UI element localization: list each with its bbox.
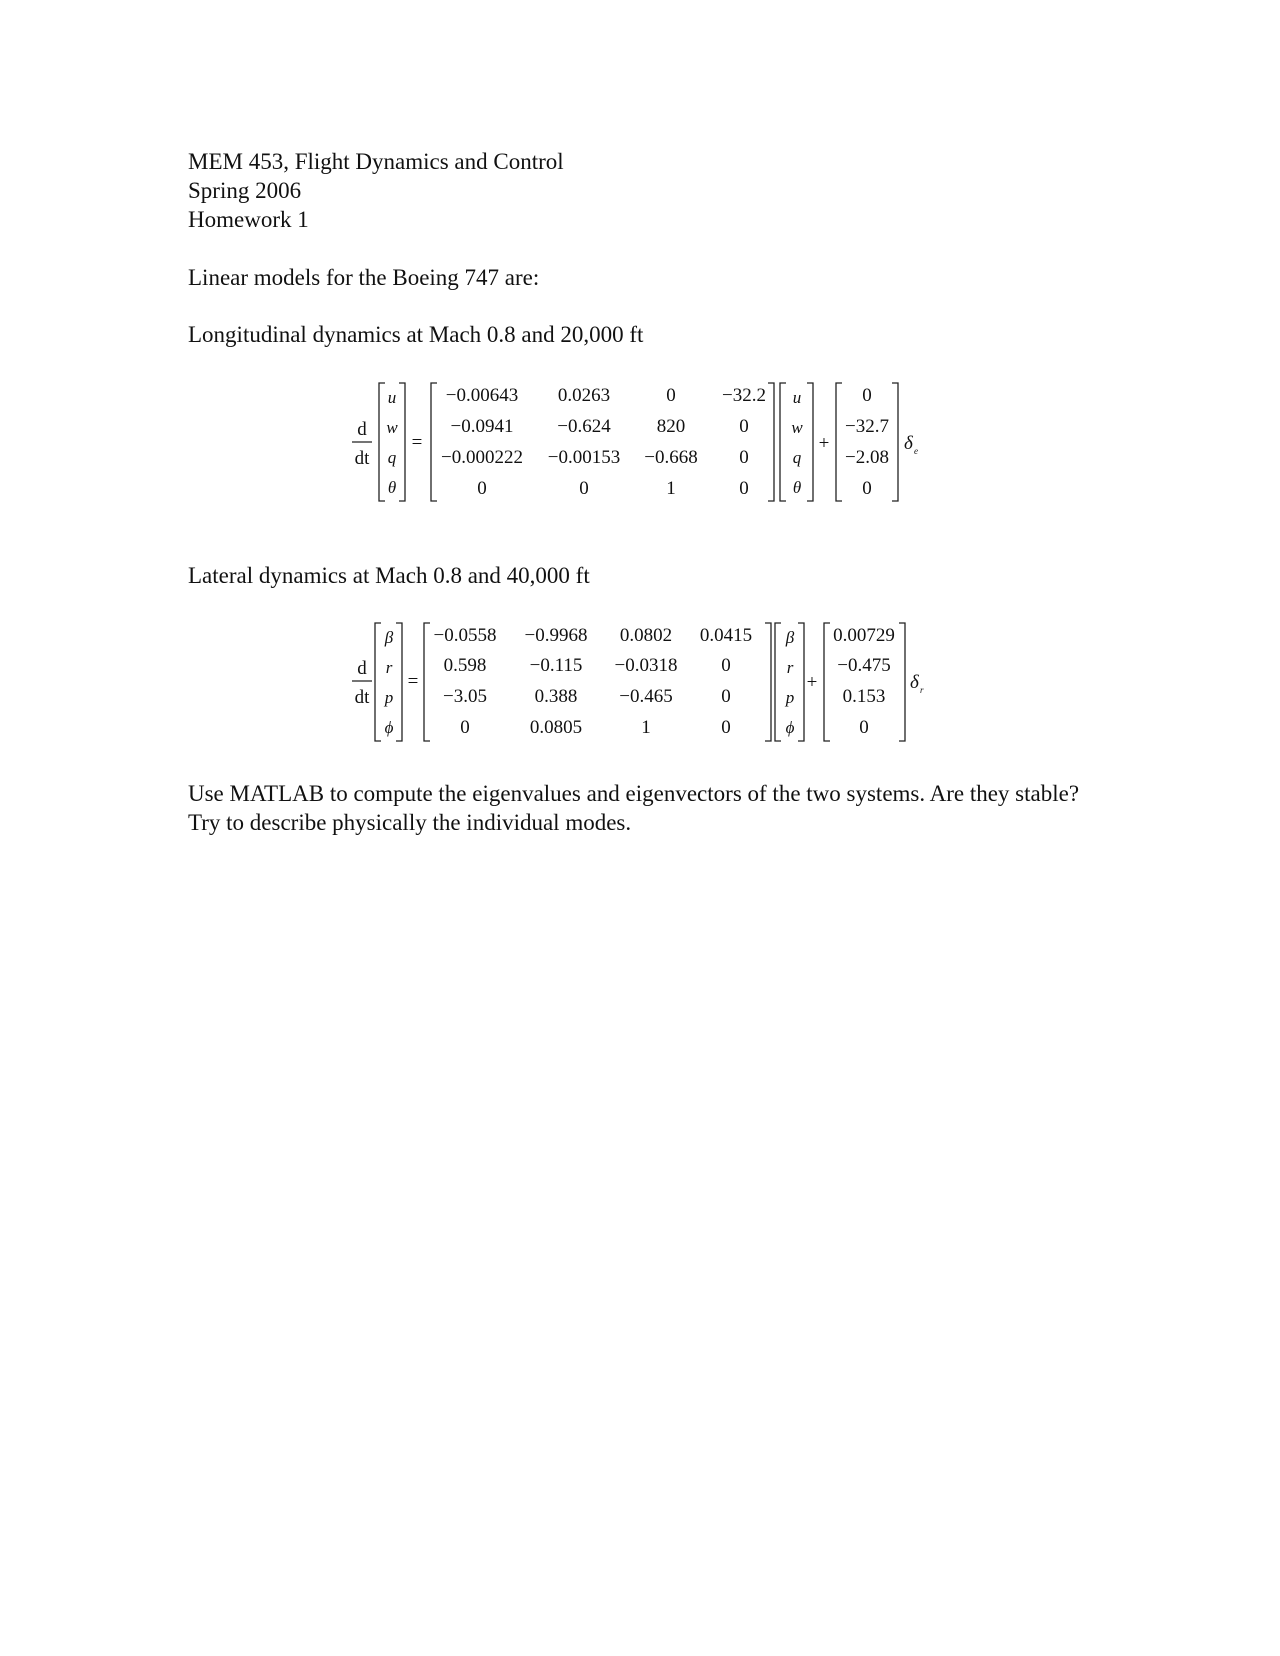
- matrix-cell: 0: [477, 478, 487, 499]
- matrix-cell: −0.00153: [547, 447, 621, 468]
- state-vector-left-bracket: [375, 623, 381, 741]
- matrix-cell: 0.598: [443, 655, 487, 676]
- question-text: Use MATLAB to compute the eigenvalues and eigenvectors of the two systems. Are they stable? Try to describe physically the individual modes.: [188, 781, 1080, 835]
- deriv-denominator: dt: [354, 448, 370, 469]
- matrix-cell: 0: [721, 655, 731, 676]
- matrix-cell: −0.0558: [433, 625, 497, 646]
- input-subscript: r: [920, 685, 924, 695]
- state-beta: β: [785, 628, 795, 647]
- input-subscript: e: [914, 446, 918, 456]
- state-q: q: [387, 448, 397, 467]
- matrix-cell: −0.0941: [450, 416, 514, 437]
- matrix-cell: 0: [739, 447, 749, 468]
- matrix-cell: −3.05: [443, 686, 487, 707]
- a-matrix-right-bracket: [768, 383, 774, 501]
- longitudinal-equation: [340, 375, 940, 515]
- b-cell: 0: [862, 385, 872, 406]
- b-vector-right-bracket: [899, 623, 905, 741]
- matrix-cell: −32.2: [722, 385, 766, 406]
- matrix-cell: 0.0802: [619, 625, 673, 646]
- b-cell: −2.08: [845, 447, 889, 468]
- matrix-cell: −0.9968: [524, 625, 588, 646]
- state-r: r: [786, 658, 794, 677]
- matrix-cell: 0: [721, 717, 731, 738]
- b-vector-left-bracket: [836, 383, 842, 501]
- state-vector-left-bracket: [775, 623, 781, 741]
- state-p: p: [785, 688, 795, 707]
- deriv-numerator: d: [357, 658, 367, 679]
- b-vector-left-bracket: [824, 623, 830, 741]
- b-cell: 0.00729: [833, 625, 895, 646]
- plus-sign: +: [818, 433, 830, 454]
- matrix-cell: 0: [739, 416, 749, 437]
- state-phi: ϕ: [384, 718, 394, 737]
- state-vector-right-bracket: [798, 623, 804, 741]
- matrix-cell: 0.0263: [557, 385, 611, 406]
- state-r: r: [385, 658, 393, 677]
- b-vector-right-bracket: [892, 383, 898, 501]
- state-theta: θ: [387, 478, 397, 497]
- matrix-cell: −0.115: [529, 655, 583, 676]
- matrix-cell: −0.465: [619, 686, 673, 707]
- a-matrix-right-bracket: [765, 623, 771, 741]
- assignment-title: Homework 1: [188, 207, 309, 232]
- matrix-cell: 0.0415: [699, 625, 753, 646]
- b-cell: 0.153: [842, 686, 886, 707]
- state-vector-left-bracket: [379, 383, 385, 501]
- intro-text: Linear models for the Boeing 747 are:: [188, 265, 540, 290]
- term: Spring 2006: [188, 178, 302, 203]
- deriv-numerator: d: [357, 419, 367, 440]
- longitudinal-heading: Longitudinal dynamics at Mach 0.8 and 20,000 ft: [188, 322, 644, 347]
- lateral-heading: Lateral dynamics at Mach 0.8 and 40,000 ft: [188, 563, 590, 588]
- a-matrix-left-bracket: [424, 623, 430, 741]
- equals-sign: =: [411, 432, 423, 453]
- state-w: w: [386, 418, 398, 437]
- matrix-cell: −0.000222: [441, 447, 523, 468]
- matrix-cell: −0.00643: [445, 385, 519, 406]
- state-q: q: [792, 448, 802, 467]
- state-beta: β: [384, 628, 394, 647]
- matrix-cell: 0: [666, 385, 676, 406]
- plus-sign: +: [806, 672, 818, 693]
- state-vector-right-bracket: [399, 383, 405, 501]
- matrix-cell: 0: [579, 478, 589, 499]
- matrix-cell: 1: [641, 717, 651, 738]
- matrix-cell: 0: [721, 686, 731, 707]
- matrix-cell: −0.624: [557, 416, 611, 437]
- equals-sign: =: [407, 671, 419, 692]
- state-theta: θ: [792, 478, 802, 497]
- matrix-cell: 0.388: [534, 686, 578, 707]
- matrix-cell: −0.668: [644, 447, 698, 468]
- matrix-cell: 820: [656, 416, 686, 437]
- matrix-cell: 0.0805: [529, 717, 583, 738]
- matrix-cell: 0: [739, 478, 749, 499]
- b-cell: −0.475: [837, 655, 891, 676]
- state-vector-left-bracket: [780, 383, 786, 501]
- course-title: MEM 453, Flight Dynamics and Control: [188, 149, 564, 174]
- matrix-cell: −0.0318: [614, 655, 678, 676]
- state-u: u: [387, 388, 397, 407]
- matrix-cell: 0: [460, 717, 470, 738]
- input-delta: δ: [910, 672, 919, 693]
- lateral-equation: [340, 615, 940, 755]
- state-vector-right-bracket: [807, 383, 813, 501]
- state-u: u: [792, 388, 802, 407]
- a-matrix-left-bracket: [431, 383, 437, 501]
- state-p: p: [384, 688, 394, 707]
- state-w: w: [791, 418, 803, 437]
- matrix-cell: 1: [666, 478, 676, 499]
- b-cell: 0: [859, 717, 869, 738]
- state-phi: ϕ: [785, 718, 795, 737]
- input-delta: δ: [904, 433, 913, 454]
- b-cell: 0: [862, 478, 872, 499]
- b-cell: −32.7: [845, 416, 889, 437]
- deriv-denominator: dt: [354, 687, 370, 708]
- state-vector-right-bracket: [396, 623, 402, 741]
